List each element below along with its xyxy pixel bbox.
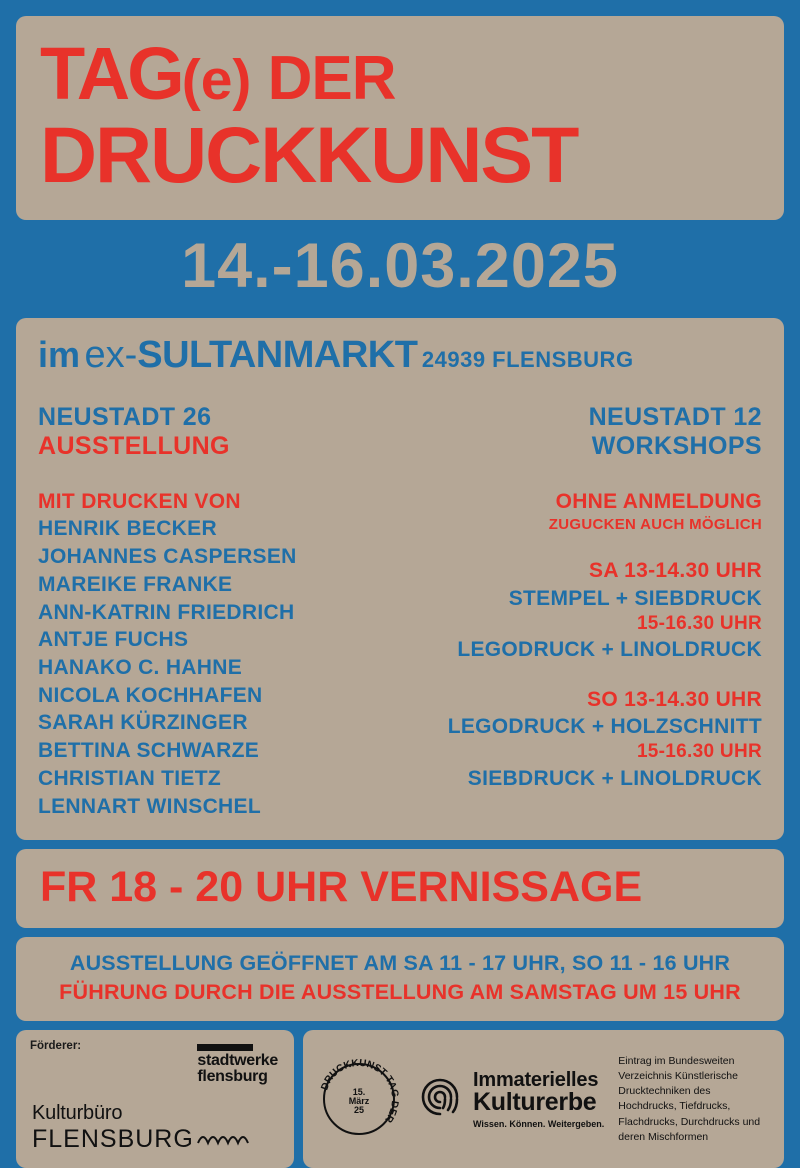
kulturbuero-line-2 — [32, 1125, 252, 1154]
sponsors-label: Förderer: — [30, 1040, 82, 1053]
list-item: NICOLA KOCHHAFEN — [38, 683, 263, 707]
fingerprint-icon — [415, 1072, 465, 1127]
kulturbuero-logo — [32, 1102, 252, 1154]
workshops-note: OHNE ANMELDUNG — [555, 489, 762, 513]
logos-block — [303, 1030, 784, 1168]
workshops-kind: WORKSHOPS — [591, 432, 762, 461]
title-e: (e) — [181, 48, 252, 112]
svg-text:25: 25 — [353, 1105, 365, 1116]
workshop-day-time: SO 13-14.30 UHR — [587, 687, 762, 711]
workshop-item: SIEBDRUCK + LINOLDRUCK — [467, 767, 762, 791]
venue-block — [16, 318, 784, 385]
registry-note: Eintrag im Bundesweiten Verzeichnis Künstlerische Drucktechniken des Hochdrucks, Tiefdrucks, Flachdrucks, Durchdrucks und deren Mischformen — [618, 1054, 761, 1143]
ike-line-1: Immaterielles — [473, 1068, 599, 1091]
workshop-schedule-sunday — [405, 686, 762, 793]
exhibition-kind: AUSSTELLUNG — [38, 432, 230, 461]
title-block — [16, 16, 784, 220]
workshop-time-2: 15-16.30 UHR — [636, 612, 762, 634]
workshop-item: LEGODRUCK + LINOLDRUCK — [457, 638, 762, 662]
ike-text — [473, 1070, 604, 1129]
kulturbuero-line-1: Kulturbüro — [32, 1102, 123, 1125]
immaterielles-kulturerbe-logo — [415, 1070, 604, 1129]
opening-hours-line: AUSSTELLUNG GEÖFFNET AM SA 11 - 17 UHR, SO 11 - 16 UHR — [69, 951, 731, 976]
list-item: ANN-KATRIN FRIEDRICH — [38, 600, 295, 624]
date-range: 14.-16.03.2025 — [181, 230, 619, 301]
squiggle-icon — [196, 1125, 252, 1154]
workshop-item: STEMPEL + SIEBDRUCK — [508, 586, 762, 610]
vernissage-banner: FR 18 - 20 UHR VERNISSAGE — [16, 849, 784, 928]
workshops-note-sub: ZUGUCKEN AUCH MÖGLICH — [548, 515, 762, 533]
workshop-schedule-saturday — [405, 557, 762, 664]
svg-text:DRUCKKUNST TAG DER: DRUCKKUNST TAG DER — [319, 1058, 401, 1125]
ike-tagline: Wissen. Können. Weitergeben. — [473, 1118, 605, 1129]
venue-ex: ex- — [84, 333, 138, 376]
columns — [16, 385, 784, 841]
workshop-item: LEGODRUCK + HOLZSCHNITT — [447, 715, 762, 739]
kulturbuero-line-2-text: FLENSBURG — [32, 1125, 194, 1154]
title-der: DER — [267, 44, 396, 113]
list-item: ANTJE FUCHS — [38, 628, 189, 652]
stadtwerke-line-1: stadtwerke — [197, 1052, 278, 1070]
stadtwerke-line-2: flensburg — [197, 1068, 268, 1086]
opening-hours-block — [16, 937, 784, 1021]
stadtwerke-bar-icon — [197, 1044, 253, 1051]
workshop-day-time: SA 13-14.30 UHR — [589, 559, 762, 583]
list-item: LENNART WINSCHEL — [38, 794, 261, 818]
list-item: SARAH KÜRZINGER — [38, 711, 248, 735]
svg-text:März: März — [348, 1096, 370, 1107]
artists-list — [38, 515, 395, 820]
exhibition-column — [38, 403, 395, 821]
title-tag: TAG — [40, 32, 182, 115]
list-item: MAREIKE FRANKE — [38, 572, 233, 596]
list-item: JOHANNES CASPERSEN — [38, 545, 297, 569]
workshops-column — [405, 403, 762, 821]
tag-der-druckkunst-stamp-icon — [317, 1057, 401, 1141]
footer — [16, 1030, 784, 1168]
svg-text:15.: 15. — [352, 1087, 366, 1098]
sponsors-block — [16, 1030, 294, 1168]
venue-zip-city: 24939 FLENSBURG — [421, 346, 634, 372]
venue-line — [38, 334, 762, 377]
list-item: HANAKO C. HAHNE — [38, 655, 242, 679]
guided-tour-line: FÜHRUNG DURCH DIE AUSSTELLUNG AM SAMSTAG UM 15 UHR — [59, 980, 741, 1005]
list-item: BETTINA SCHWARZE — [38, 739, 260, 763]
venue-prefix: im — [38, 333, 81, 375]
title-line-2: DRUCKKUNST — [40, 109, 578, 199]
list-item: HENRIK BECKER — [38, 517, 217, 541]
workshop-time-2: 15-16.30 UHR — [636, 741, 762, 763]
exhibition-address: NEUSTADT 26 — [38, 402, 212, 431]
workshops-address: NEUSTADT 12 — [588, 402, 762, 431]
title-line-1 — [40, 32, 760, 115]
venue-name: SULTANMARKT — [137, 333, 418, 376]
artists-heading: MIT DRUCKEN VON — [38, 489, 241, 513]
stadtwerke-logo — [197, 1044, 278, 1085]
ike-line-2: Kulturerbe — [473, 1087, 597, 1116]
info-panel — [16, 318, 784, 841]
list-item: CHRISTIAN TIETZ — [38, 766, 221, 790]
